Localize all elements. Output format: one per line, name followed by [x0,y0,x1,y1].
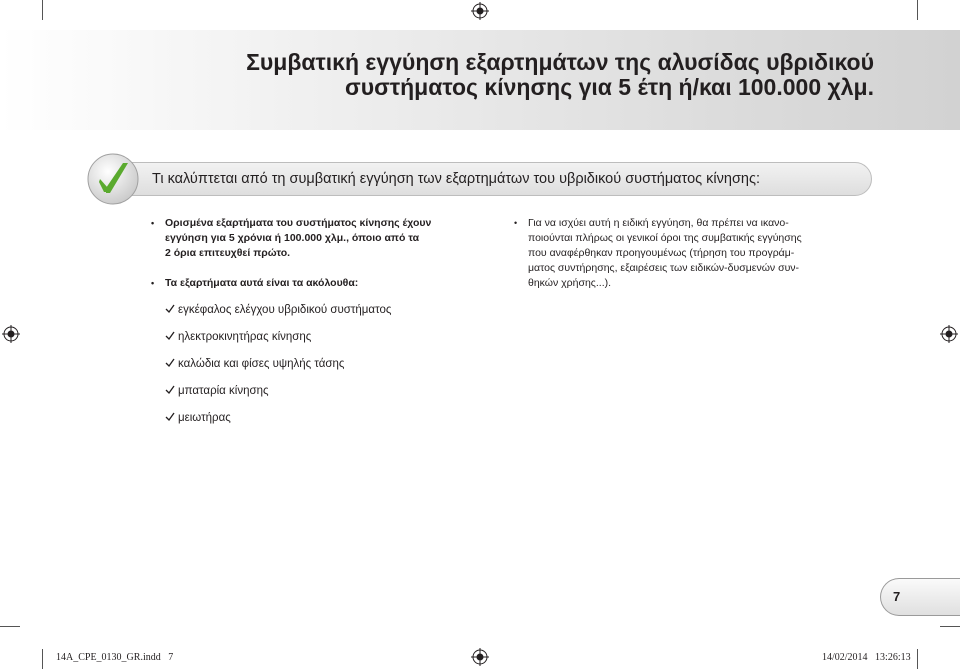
page-title-line: Συμβατική εγγύηση εξαρτημάτων της αλυσίδας υβριδικού [246,49,874,75]
crop-mark [42,0,43,20]
bullet-dot: • [151,218,155,228]
text-line: ματος συντήρησης, εξαιρέσεις των ειδικών-δυσμενών συν- [528,262,800,274]
list-item-label: μπαταρία κίνησης [178,385,269,397]
page-number: 7 [893,589,901,604]
coverage-bullet [151,216,475,261]
page-number-tab [880,578,960,616]
list-item-label: εγκέφαλος ελέγχου υβριδικού συστήματος [178,304,392,316]
check-mark-icon [86,152,140,206]
list-item [165,412,231,424]
tick-icon [165,385,175,395]
crop-mark [42,649,43,669]
bullet-dot: • [151,278,155,288]
components-bullet [151,276,475,291]
list-item [165,331,311,343]
bullet-dot: • [514,218,518,228]
list-item-label: μειωτήρας [178,412,231,424]
text-line: θηκών χρήσης...). [528,277,612,289]
page-title-line: συστήματος κίνησης για 5 έτη ή/και 100.000 χλμ. [344,74,874,100]
footer-timestamp: 14/02/2014 13:26:13 [822,652,911,663]
text-line: 2 όρια επιτευχθεί πρώτο. [165,247,291,259]
registration-mark-icon [471,648,489,666]
crop-mark [917,649,918,669]
text-line: Για να ισχύει αυτή η ειδική εγγύηση, θα πρέπει να ικανο- [528,217,789,229]
crop-mark [0,626,20,627]
section-question: Τι καλύπτεται από τη συμβατική εγγύηση των εξαρτημάτων του υβριδικού συστήματος κίνησης: [152,171,760,187]
text-line: που αναφέρθηκαν προηγουμένως (τήρηση του προγράμ- [528,247,795,259]
list-item-label: ηλεκτροκινητήρας κίνησης [178,331,312,343]
conditions-bullet [514,216,836,291]
list-item [165,304,391,316]
registration-mark-icon [471,2,489,20]
tick-icon [165,331,175,341]
list-item-label: καλώδια και φίσες υψηλής τάσης [178,358,345,370]
tick-icon [165,358,175,368]
tick-icon [165,304,175,314]
text-line: ποιούνται πλήρως οι γενικοί όροι της συμβατικής εγγύησης [528,232,802,244]
page-title [154,50,874,100]
list-item [165,358,344,370]
crop-mark [917,0,918,20]
footer-filename: 14A_CPE_0130_GR.indd 7 [56,652,174,663]
text-line: εγγύηση για 5 χρόνια ή 100.000 χλμ., όποιο από τα [165,232,420,244]
text-line: Ορισμένα εξαρτήματα του συστήματος κίνησης έχουν [165,217,432,229]
text-line: Τα εξαρτήματα αυτά είναι τα ακόλουθα: [165,277,359,289]
list-item [165,385,269,397]
crop-mark [940,626,960,627]
tick-icon [165,412,175,422]
registration-mark-icon [940,325,958,343]
registration-mark-icon [2,325,20,343]
